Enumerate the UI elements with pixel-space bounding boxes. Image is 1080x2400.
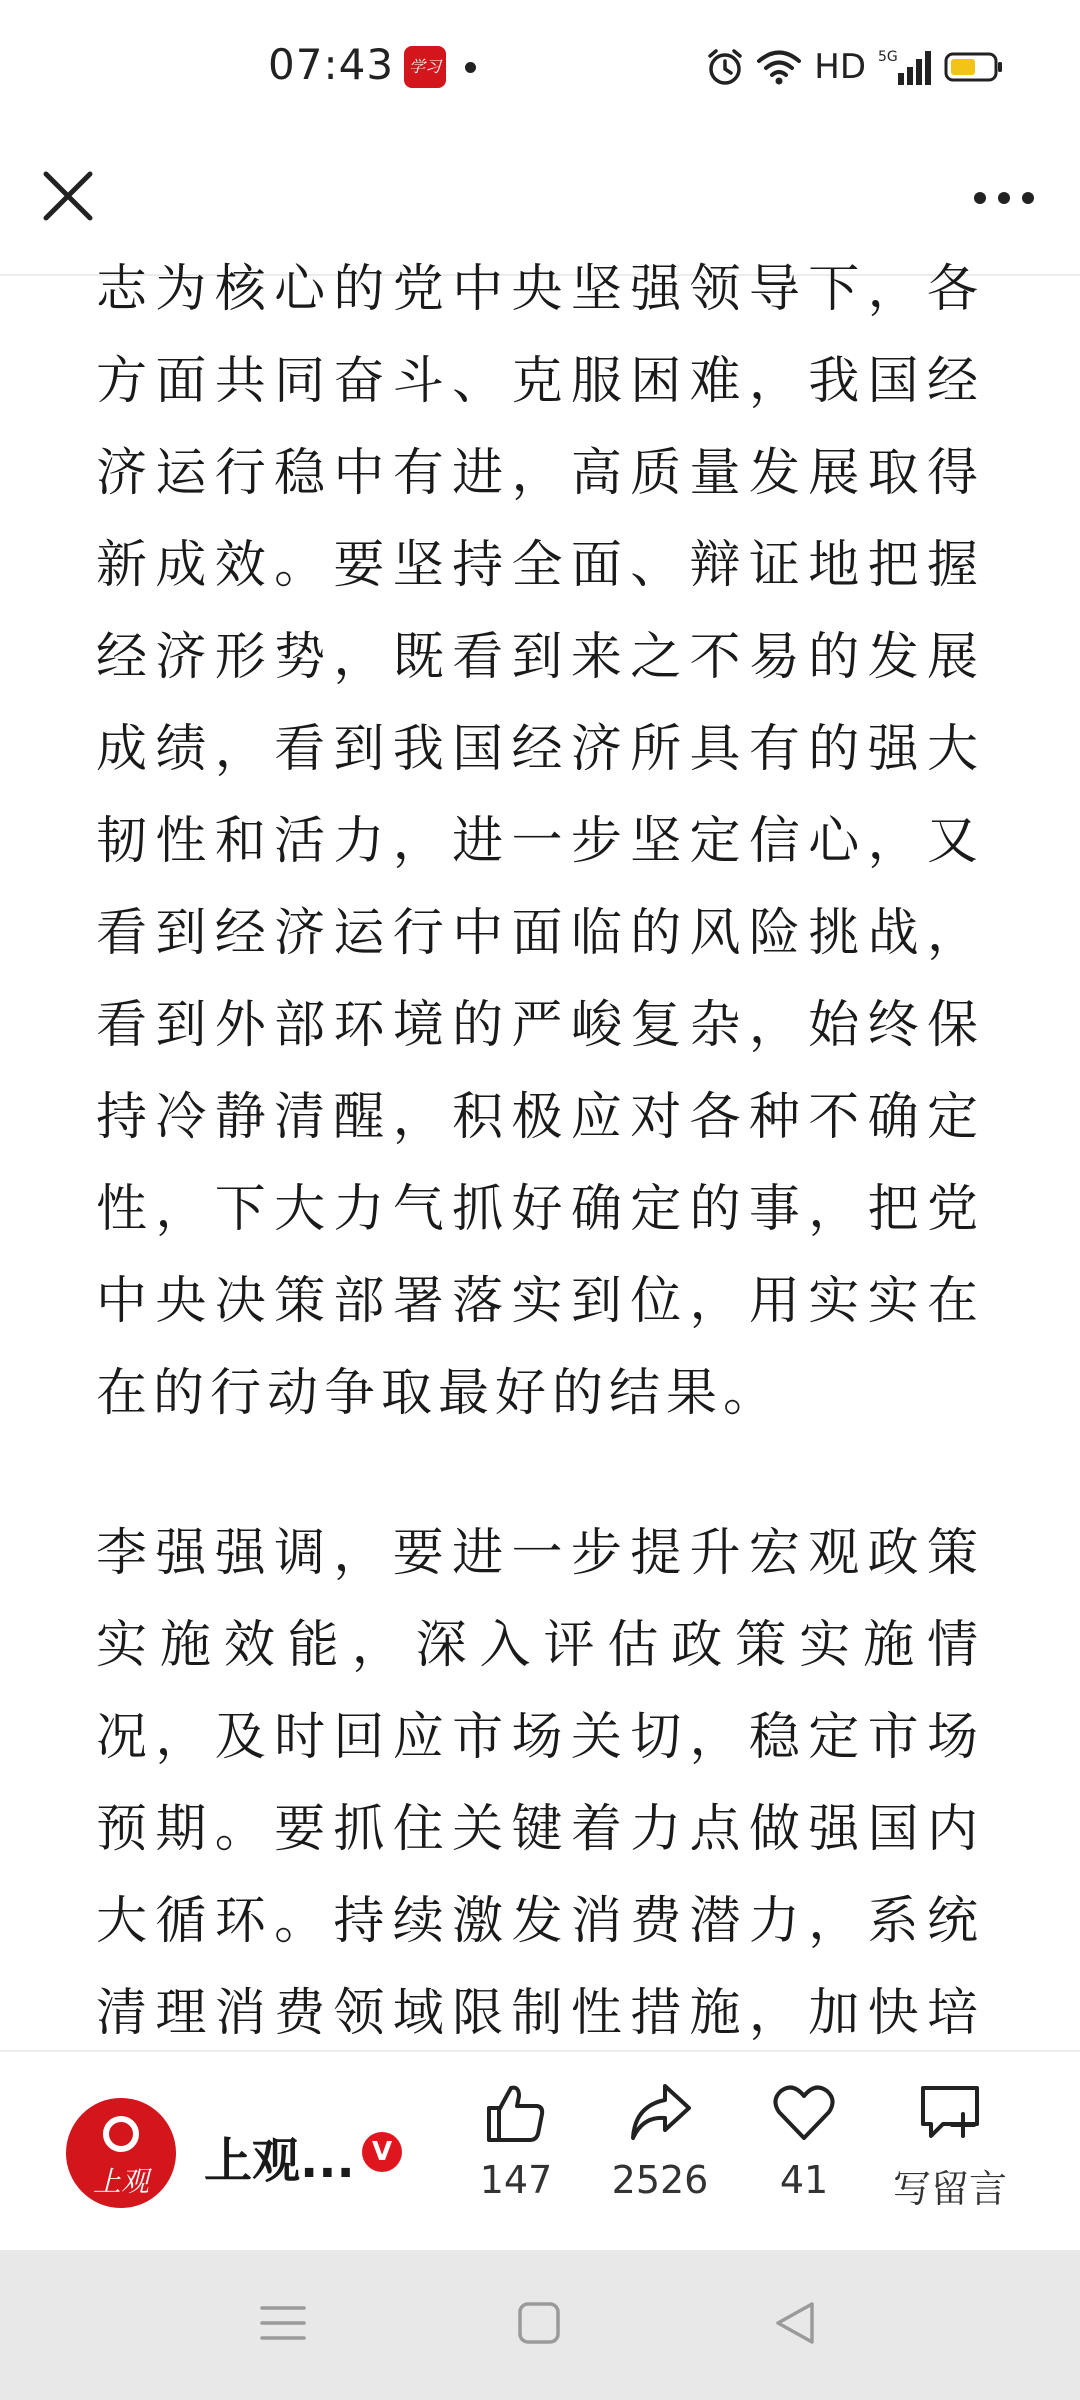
- more-dots-icon: [964, 168, 1044, 228]
- battery-icon: [944, 51, 1004, 83]
- bottom-action-bar: [0, 2050, 1080, 2252]
- status-indicators: [706, 42, 1004, 92]
- close-button[interactable]: [36, 164, 100, 228]
- xuexi-app-icon: 学习: [404, 46, 446, 88]
- system-nav-bar: [0, 2250, 1080, 2400]
- thumbs-up-icon: [483, 2080, 549, 2146]
- write-comment-button[interactable]: [880, 2080, 1020, 2230]
- notification-dot: [465, 62, 476, 73]
- more-options-button[interactable]: [964, 168, 1044, 228]
- favorite-count: 41: [779, 2158, 829, 2202]
- article-paragraph: 李强强调，要进一步提升宏观政策实施效能，深入评估政策实施情况，及时回应市场关切，稳定市场预期。要抓住关键着力点做强国内大循环。持续激发消费潜力，系统清理消费领域限制性措施，加快培: [96, 1524, 984, 2043]
- article-content[interactable]: [0, 260, 1080, 2050]
- article-paragraph: 志为核心的党中央坚强领导下，各方面共同奋斗、克服困难，我国经济运行稳中有进，高质量发展取得新成效。要坚持全面、辩证地把握经济形势，既看到来之不易的发展成绩，看到我国经济所具有的强大韧性和活力，进一步坚定信心，又看到经济运行中面临的风险挑战，看到外部环境的严峻复杂，始终保持冷静清醒，积极应对各种不确定性，下大力气抓好确定的事，把党中央决策部署落实到位，用实实在在的行动争取最好的结果。: [96, 260, 984, 1423]
- back-nav-icon[interactable]: [770, 2298, 820, 2348]
- svg-text:5G: 5G: [878, 49, 898, 65]
- status-bar: [0, 0, 1080, 140]
- status-time: 07:43: [268, 40, 395, 89]
- like-count: 147: [479, 2158, 553, 2202]
- write-comment-label: 写留言: [892, 2167, 1007, 2211]
- alarm-icon: [706, 47, 744, 87]
- account-avatar[interactable]: [66, 2098, 176, 2208]
- menu-nav-icon[interactable]: [258, 2298, 308, 2348]
- share-icon: [627, 2080, 693, 2146]
- avatar-text: 上观: [92, 2165, 149, 2198]
- like-button[interactable]: [446, 2080, 586, 2230]
- network-hd-label: HD: [814, 47, 866, 87]
- share-count: 2526: [611, 2158, 709, 2202]
- wifi-icon: [756, 48, 802, 86]
- heart-icon: [771, 2080, 837, 2146]
- verified-badge: V: [362, 2132, 402, 2172]
- close-icon: [36, 164, 100, 228]
- account-name[interactable]: 上观...: [204, 2133, 355, 2189]
- home-nav-icon[interactable]: [514, 2298, 564, 2348]
- cellular-signal-icon: [878, 47, 932, 87]
- favorite-button[interactable]: [734, 2080, 874, 2230]
- comment-icon: [917, 2080, 983, 2146]
- share-button[interactable]: [590, 2080, 730, 2230]
